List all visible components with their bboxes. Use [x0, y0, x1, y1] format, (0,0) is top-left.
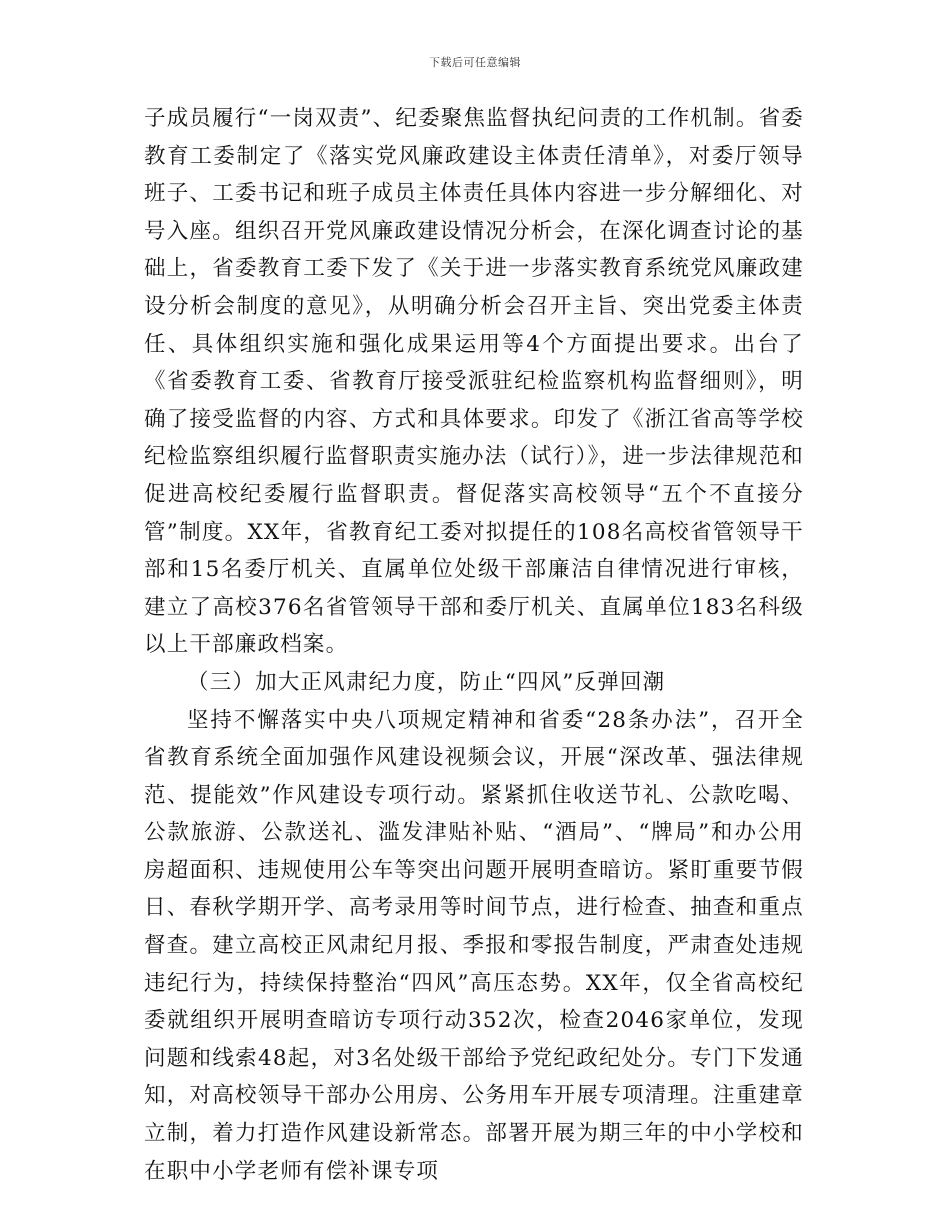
section-heading: （三）加大正风肃纪力度，防止“四风”反弹回潮	[187, 669, 666, 695]
document-body	[144, 100, 804, 1190]
paragraph-continued: 子成员履行“一岗双责”、纪委聚焦监督执纪问责的工作机制。省委教育工委制定了《落实党风廉政建设主体责任清单》，对委厅领导班子、工委书记和班子成员主体责任具体内容进一步分解细化、对号入座。组织召开党风廉政建设情况分析会，在深化调查讨论的基础上，省委教育工委下发了《关于进一步落实教育系统党风廉政建设分析会制度的意见》，从明确分析会召开主旨、突出党委主体责任、具体组织实施和强化成果运用等4个方面提出要求。出台了《省委教育工委、省教育厅接受派驻纪检监察机构监督细则》，明确了接受监督的内容、方式和具体要求。印发了《浙江省高等学校纪检监察组织履行监督职责实施办法（试行）》，进一步法律规范和促进高校纪委履行监督职责。督促落实高校领导“五个不直接分管”制度。XX年，省教育纪工委对拟提任的108名高校省管领导干部和15名委厅机关、直属单位处级干部廉洁自律情况进行审核，建立了高校376名省管领导干部和委厅机关、直属单位183名科级以上干部廉政档案。	[144, 106, 804, 658]
page-header: 下载后可任意编辑	[429, 56, 521, 69]
paragraph: 坚持不懈落实中央八项规定精神和省委“28条办法”，召开全省教育系统全面加强作风建设视频会议，开展“深改革、强法律规范、提能效”作风建设专项行动。紧紧抓住收送节礼、公款吃喝、公款旅游、公款送礼、滥发津贴补贴、“酒局”、“牌局”和办公用房超面积、违规使用公车等突出问题开展明查暗访。紧盯重要节假日、春秋学期开学、高考录用等时间节点，进行检查、抽查和重点督查。建立高校正风肃纪月报、季报和零报告制度，严肃查处违规违纪行为，持续保持整治“四风”高压态势。XX年，仅全省高校纪委就组织开展明查暗访专项行动352次，检查2046家单位，发现问题和线索48起，对3名处级干部给予党纪政纪处分。专门下发通知，对高校领导干部办公用房、公务用车开展专项清理。注重建章立制，着力打造作风建设新常态。部署开展为期三年的中小学校和在职中小学老师有偿补课专项	[144, 707, 804, 1184]
